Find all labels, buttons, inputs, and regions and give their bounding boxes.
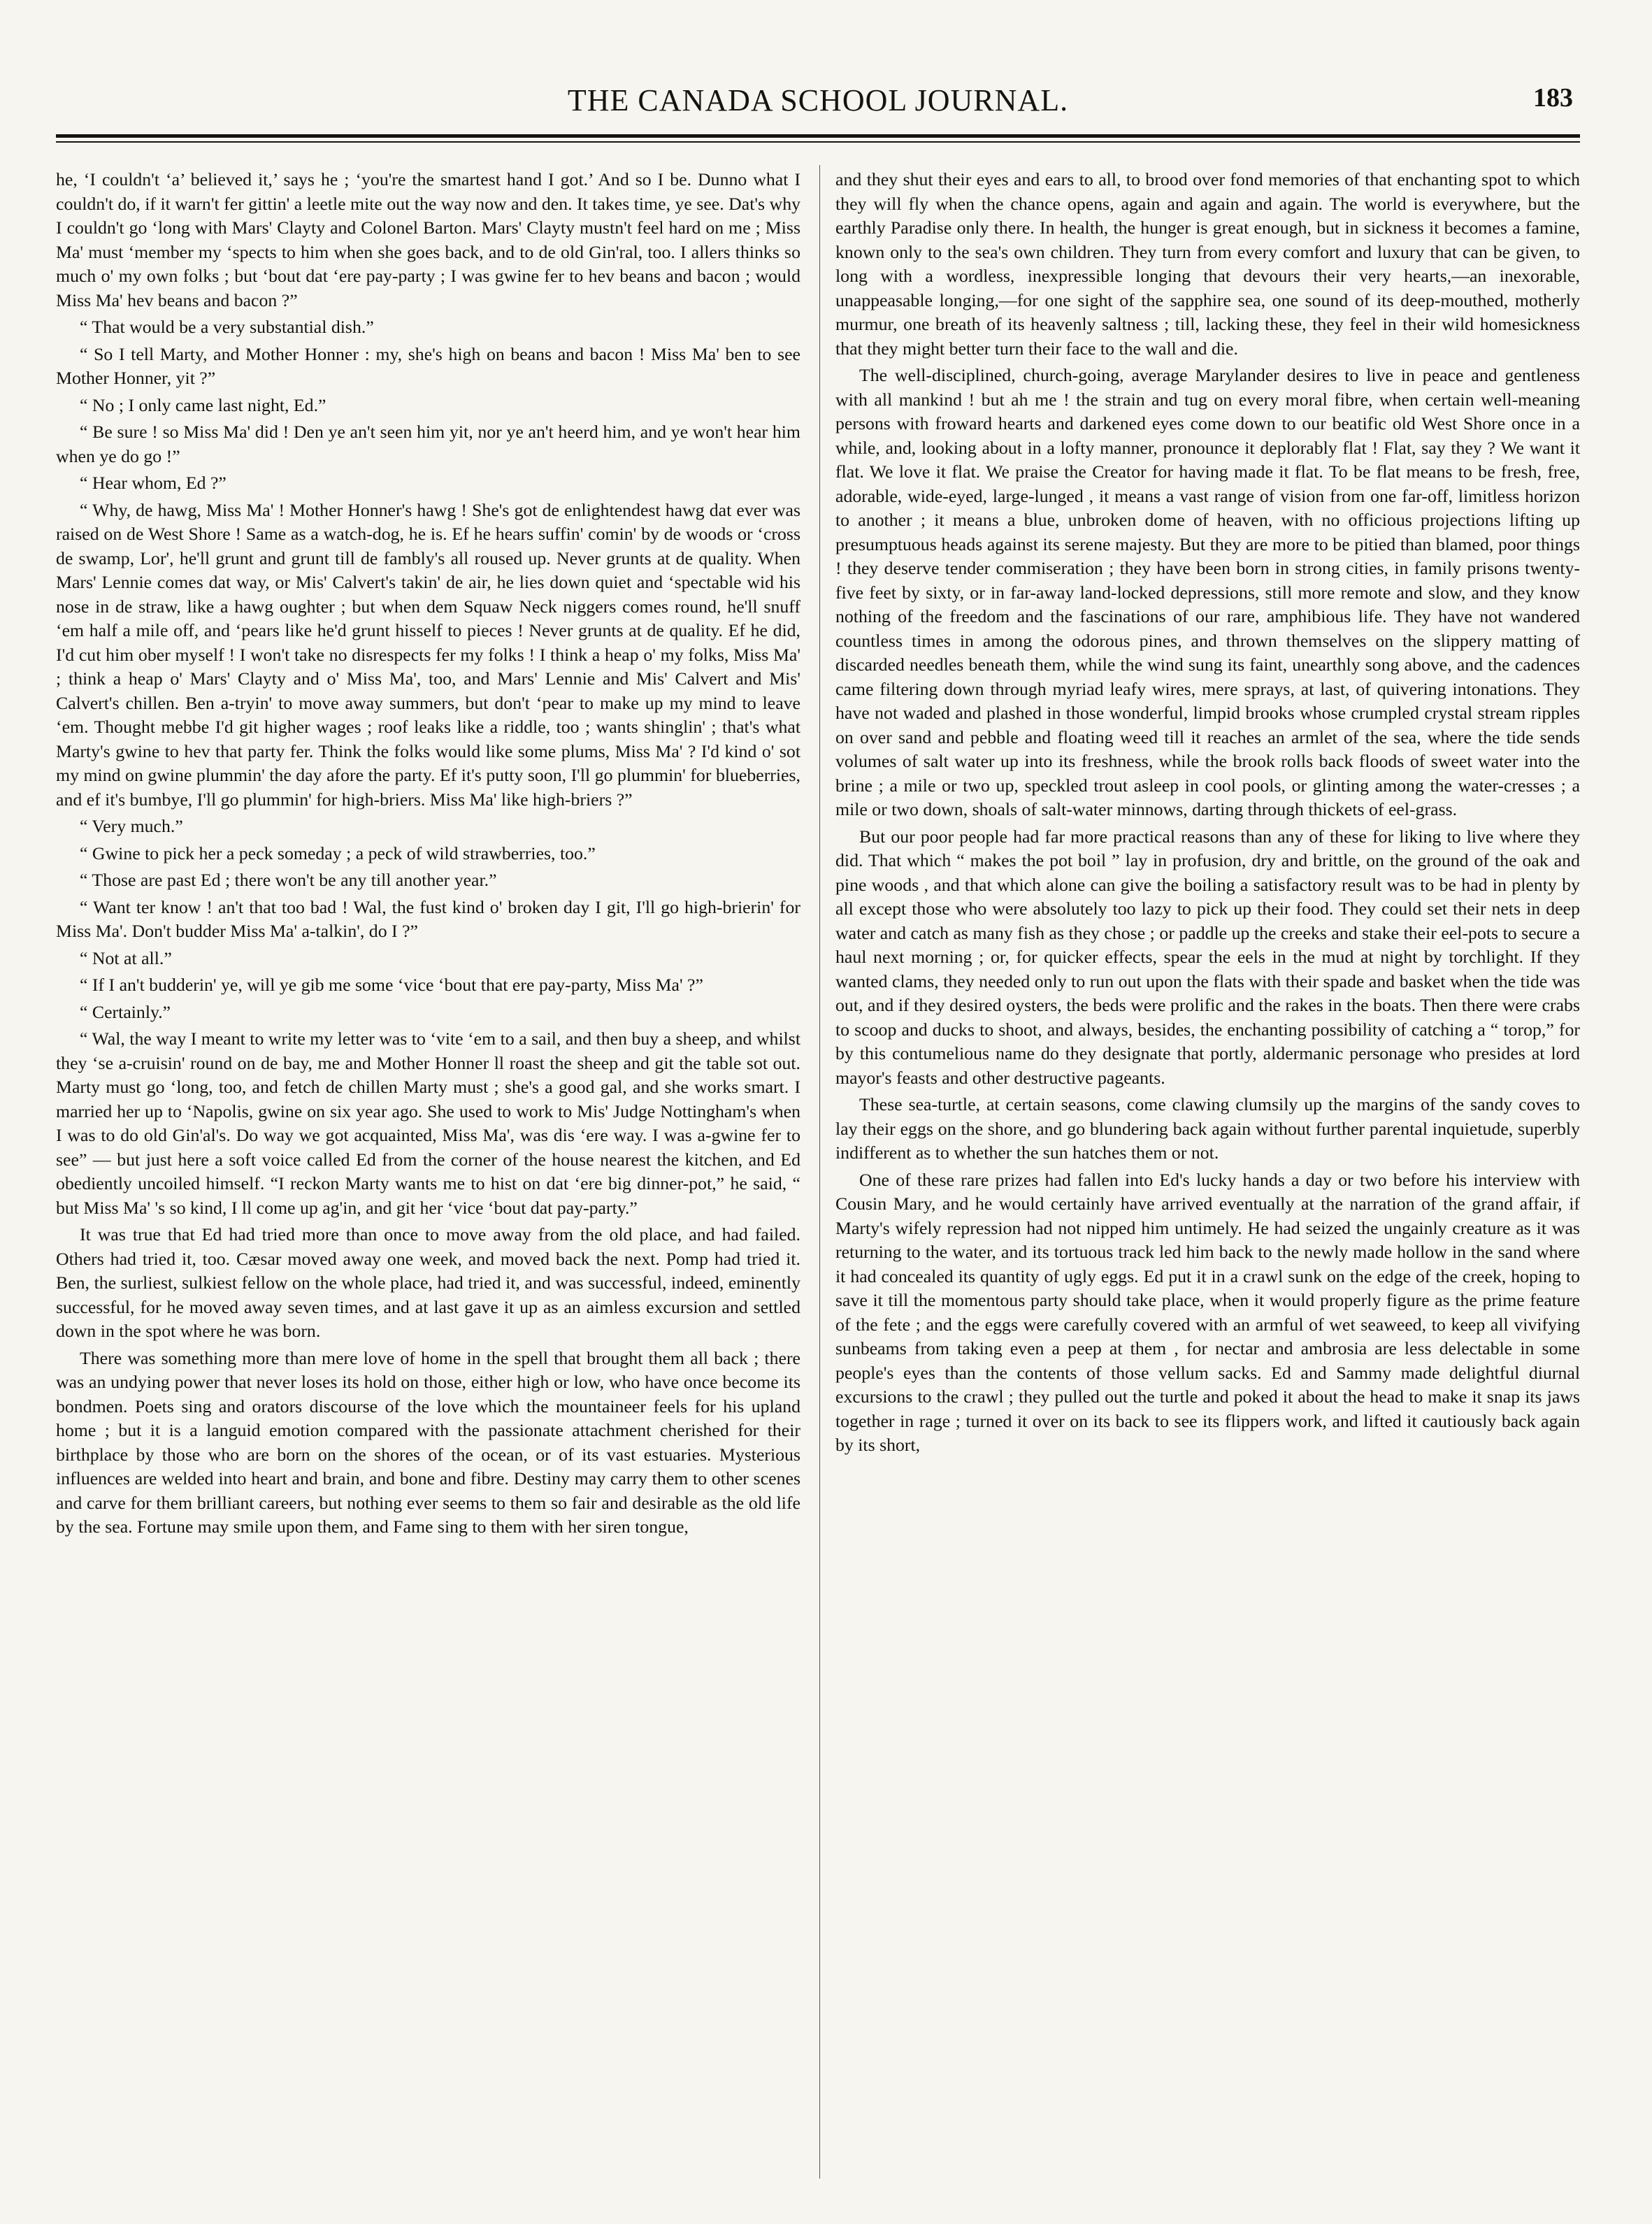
paragraph: “ No ; I only came last night, Ed.” [80, 394, 326, 415]
paragraph: These sea-turtle, at certain seasons, come clawing clumsily up the margins of the sandy coves to lay their eggs on the shore, and go blundering back again without further parental inquietude, superbly indifferent as to whether the sun hatches them or not. [835, 1094, 1580, 1163]
paragraph: “ If I an't budderin' ye, will ye gib me some ‘vice ‘bout that ere pay-party, Miss Ma' ?” [80, 975, 703, 995]
left-column [56, 168, 800, 2181]
column-divider [819, 165, 820, 2179]
paragraph: and they shut their eyes and ears to all, to brood over fond memories of that enchanting spot to which they will fly when the chance opens, again and again and again. The world is everywhere, but the earthly Paradise only there. In health, the hunger is great enough, but in sickness it becomes a famine, known only to the sea's own children. They turn from every comfort and luxury that can be given, to long with a wordless, inexpressible longing that devours their very hearts,—an inexorable, unappeasable longing,—for one sight of the sapphire sea, one sound of its deep-mouthed, motherly murmur, one breath of its heavenly saltness ; till, lacking these, they feel in their wild homesickness that they might better turn their face to the wall and die. [835, 169, 1580, 359]
page-number: 183 [1533, 83, 1573, 113]
paragraph: It was true that Ed had tried more than once to move away from the old place, and had failed. Others had tried it, too. Cæsar moved away one week, and moved back the next. Pomp had tried it. Ben, the surliest, sulkiest fellow on the whole place, had tried it, and was successful, indeed, eminently successful, for he moved away seven times, and at last gave it up as an aimless excursion and settled down in the spot where he was born. [56, 1224, 800, 1341]
paragraph: he, ‘I couldn't ‘a’ believed it,’ says he ; ‘you're the smartest hand I got.’ And so I be. Dunno what I couldn't do, if it warn't fer gittin' a leetle mite out the way now and den. It takes time, ye see. Dat's why I couldn't go ‘long with Mars' Clayty and Colonel Barton. Mars' Clayty mustn't feel hard on me ; Miss Ma' must ‘member my ‘spects to him when she goes back, and to de old Gin'ral, too. I allers thinks so much o' my own folks ; but ‘bout dat ‘ere pay-party ; I was gwine fer to hev beans and bacon ; would Miss Ma' hev beans and bacon ?” [56, 169, 800, 310]
page-header [56, 82, 1580, 124]
right-column [835, 168, 1580, 2181]
paragraph: “ Very much.” [80, 816, 183, 836]
paragraph: “ Why, de hawg, Miss Ma' ! Mother Honner's hawg ! She's got de enlightendest hawg dat ever was raised on de West Shore ! Same as a watch-dog, he is. Ef he hears suffin' comin' by de woods or ‘cross de swamp, Lor', he'll grunt and grunt till de fambly's all roused up. Never grunts at de quality. When Mars' Lennie comes dat way, or Mis' Calvert's takin' de air, he lies down quiet and ‘spectable wid his nose in de straw, like a hawg oughter ; but when dem Squaw Neck niggers comes round, he'll snuff ‘em half a mile off, and ‘pears like he'd grunt hisself to pieces ! Never grunts at de quality. Ef he did, I'd cut him ober myself ! I won't take no disrespects fer my folks ! I think a heap o' my folks, Miss Ma' ; think a heap o' Mars' Clayty and o' Miss Ma', too, and Mars' Lennie and Mis' Calvert and Mis' Calvert's chillen. Ben a-tryin' to move away summers, but don't ‘pear to make up my mind to leave ‘em. Thought mebbe I'd git higher wages ; roof leaks like a riddle, too ; wants shinglin' ; that's what Marty's gwine to hev that party fer. Think the folks would like some plums, Miss Ma' ? I'd kind o' sot my mind on gwine plummin' the day afore the party. Ef it's putty soon, I'll go plummin' for blueberries, and ef it's bumbye, I'll go plummin' for high-briers. Miss Ma' like high-briers ?” [56, 499, 800, 810]
paragraph: “ Gwine to pick her a peck someday ; a peck of wild strawberries, too.” [80, 842, 596, 863]
header-rule-thin [56, 141, 1580, 143]
paragraph: “ So I tell Marty, and Mother Honner : my, she's high on beans and bacon ! Miss Ma' ben to see Mother Honner, yit ?” [56, 343, 800, 388]
paragraph: “ Wal, the way I meant to write my letter was to ‘vite ‘em to a sail, and then buy a sheep, and whilst they ‘se a-cruisin' round on de bay, me and Mother Honner ll roast the sheep and git the table sot out. Marty must go ‘long, too, and fetch de chillen Marty must ; she's a good gal, and she works smart. I married her up to ‘Napolis, gwine on six year ago. She used to work to Mis' Judge Nottingham's when I was to do old Gin'al's. Do way we got acquainted, Miss Ma', was dis ‘ere way. I was a-gwine fer to see” — but just here a soft voice called Ed from the corner of the house nearest the kitchen, and Ed obediently uncoiled himself. “I reckon Marty wants me to hist on dat ‘ere big dinner-pot,” he said, “ but Miss Ma' 's so kind, I ll come up ag'in, and git her ‘vice ‘bout dat pay-party.” [56, 1028, 800, 1218]
paragraph: “ Not at all.” [80, 947, 172, 968]
paragraph: “ Certainly.” [80, 1001, 171, 1022]
paragraph: “ That would be a very substantial dish.” [80, 317, 374, 337]
journal-title: THE CANADA SCHOOL JOURNAL. [567, 83, 1069, 117]
paragraph: But our poor people had far more practical reasons than any of these for liking to live where they did. That which “ makes the pot boil ” lay in profusion, dry and brittle, on the ground of the oak and pine woods , and that which alone can give the boiling a satisfactory result was to be had in plenty by all except those who were absolutely too lazy to pick up their food. They could set their nets in deep water and catch as many fish as they chose ; or paddle up the creeks and stake their eel-pots to secure a haul next morning ; or, for quicker effects, spear the eels in the mud at night by torchlight. If they wanted clams, they needed only to run out upon the flats with their spade and basket when the tide was out, and if they desired oysters, the beds were prolific and the rakes in the boats. Then there were crabs to scoop and ducks to shoot, and always, besides, the enchanting possibility of catching a “ torop,” for by this contumelious name do they designate that portly, aldermanic personage who presides at lord mayor's feasts and other destructive pageants. [835, 826, 1580, 1088]
header-rule-thick [56, 134, 1580, 138]
paragraph: “ Want ter know ! an't that too bad ! Wal, the fust kind o' broken day I git, I'll go high-brierin' for Miss Ma'. Don't budder Miss Ma' a-talkin', do I ?” [56, 896, 800, 941]
paragraph: The well-disciplined, church-going, average Marylander desires to live in peace and gentleness with all mankind ! but ah me ! the strain and tug on every moral fibre, when certain well-meaning persons with froward hearts and darkened eyes come down to our beatific old West Shore once in a while, and, looking about in a lofty manner, pronounce it deplorably flat ! Flat, say they ? We want it flat. We love it flat. We praise the Creator for having made it flat. To be flat means to be fresh, free, adorable, wide-eyed, large-lunged , it means a vast range of vision from one far-off, limitless horizon to another ; it means a blue, unbroken dome of heaven, with no officious projections lifting up presumptuous heads against its serene majesty. But they are more to be pitied than blamed, poor things ! they deserve tender commiseration ; they have been born in strong cities, in family prisons twenty-five feet by sixty, or in far-away land-locked depressions, still more remote and slow, and they know nothing of the freedom and the fascinations of our rare, amphibious life. They have not wandered countless times in among the odorous pines, and thrown themselves on the slippery matting of discarded needles beneath them, while the wind sung its faint, unearthly song above, and the cadences came filtering down through myriad leafy wires, mere sprays, at last, of quivering intonations. They have not waded and plashed in those wonderful, limpid brooks whose crumpled crystal stream ripples on over sand and pebble and floating weed till it reaches an armlet of the sea, where the tide sends volumes of salt water up into its freshness, while the brook rolls back floods of sweet water into the brine ; a mile or two up, speckled trout asleep in cool pools, or glinting among the water-cresses ; a mile or two down, shoals of salt-water minnows, darting through thickets of eel-grass. [835, 365, 1580, 819]
paragraph: “ Those are past Ed ; there won't be any till another year.” [80, 870, 497, 890]
paragraph: There was something more than mere love of home in the spell that brought them all back ; there was an undying power that never loses its hold on those, either high or low, who have once become its bondmen. Poets sing and orators discourse of the love which the mountaineer feels for his upland home ; but it is a languid emotion compared with the passionate attachment cherished for their birthplace by those who are born on the shores of the ocean, or of its vast estuaries. Mysterious influences are welded into heart and brain, and bone and fibre. Destiny may carry them to other scenes and carve for them brilliant careers, but nothing ever seems to them so fair and desirable as the old life by the sea. Fortune may smile upon them, and Fame sing to them with her siren tongue, [56, 1347, 800, 1537]
paragraph: One of these rare prizes had fallen into Ed's lucky hands a day or two before his interview with Cousin Mary, and he would certainly have arrived eventually at the narration of the grand affair, if Marty's wifely repression had not nipped him untimely. He had seized the ungainly creature as it was returning to the water, and its tortuous track led him back to the newly made hollow in the sand where it had concealed its quantity of ugly eggs. Ed put it in a crawl sunk on the edge of the creek, hoping to save it till the momentous party should take place, when it would properly figure as the prime feature of the fete ; and the eggs were carefully covered with an armful of wet seaweed, to keep all vivifying sunbeams from taking even a peep at them , for nectar and ambrosia are less delectable in some people's eyes than the contents of those vellum sacks. Ed and Sammy made delightful diurnal excursions to the crawl ; they pulled out the turtle and poked it about the head to make it snap its jaws together in rage ; turned it over on its back to see its flippers work, and lifted it cautiously back again by its short, [835, 1169, 1580, 1455]
paragraph: “ Hear whom, Ed ?” [80, 473, 227, 493]
paragraph: “ Be sure ! so Miss Ma' did ! Den ye an't seen him yit, nor ye an't heerd him, and ye won't hear him when ye do go !” [56, 422, 800, 466]
